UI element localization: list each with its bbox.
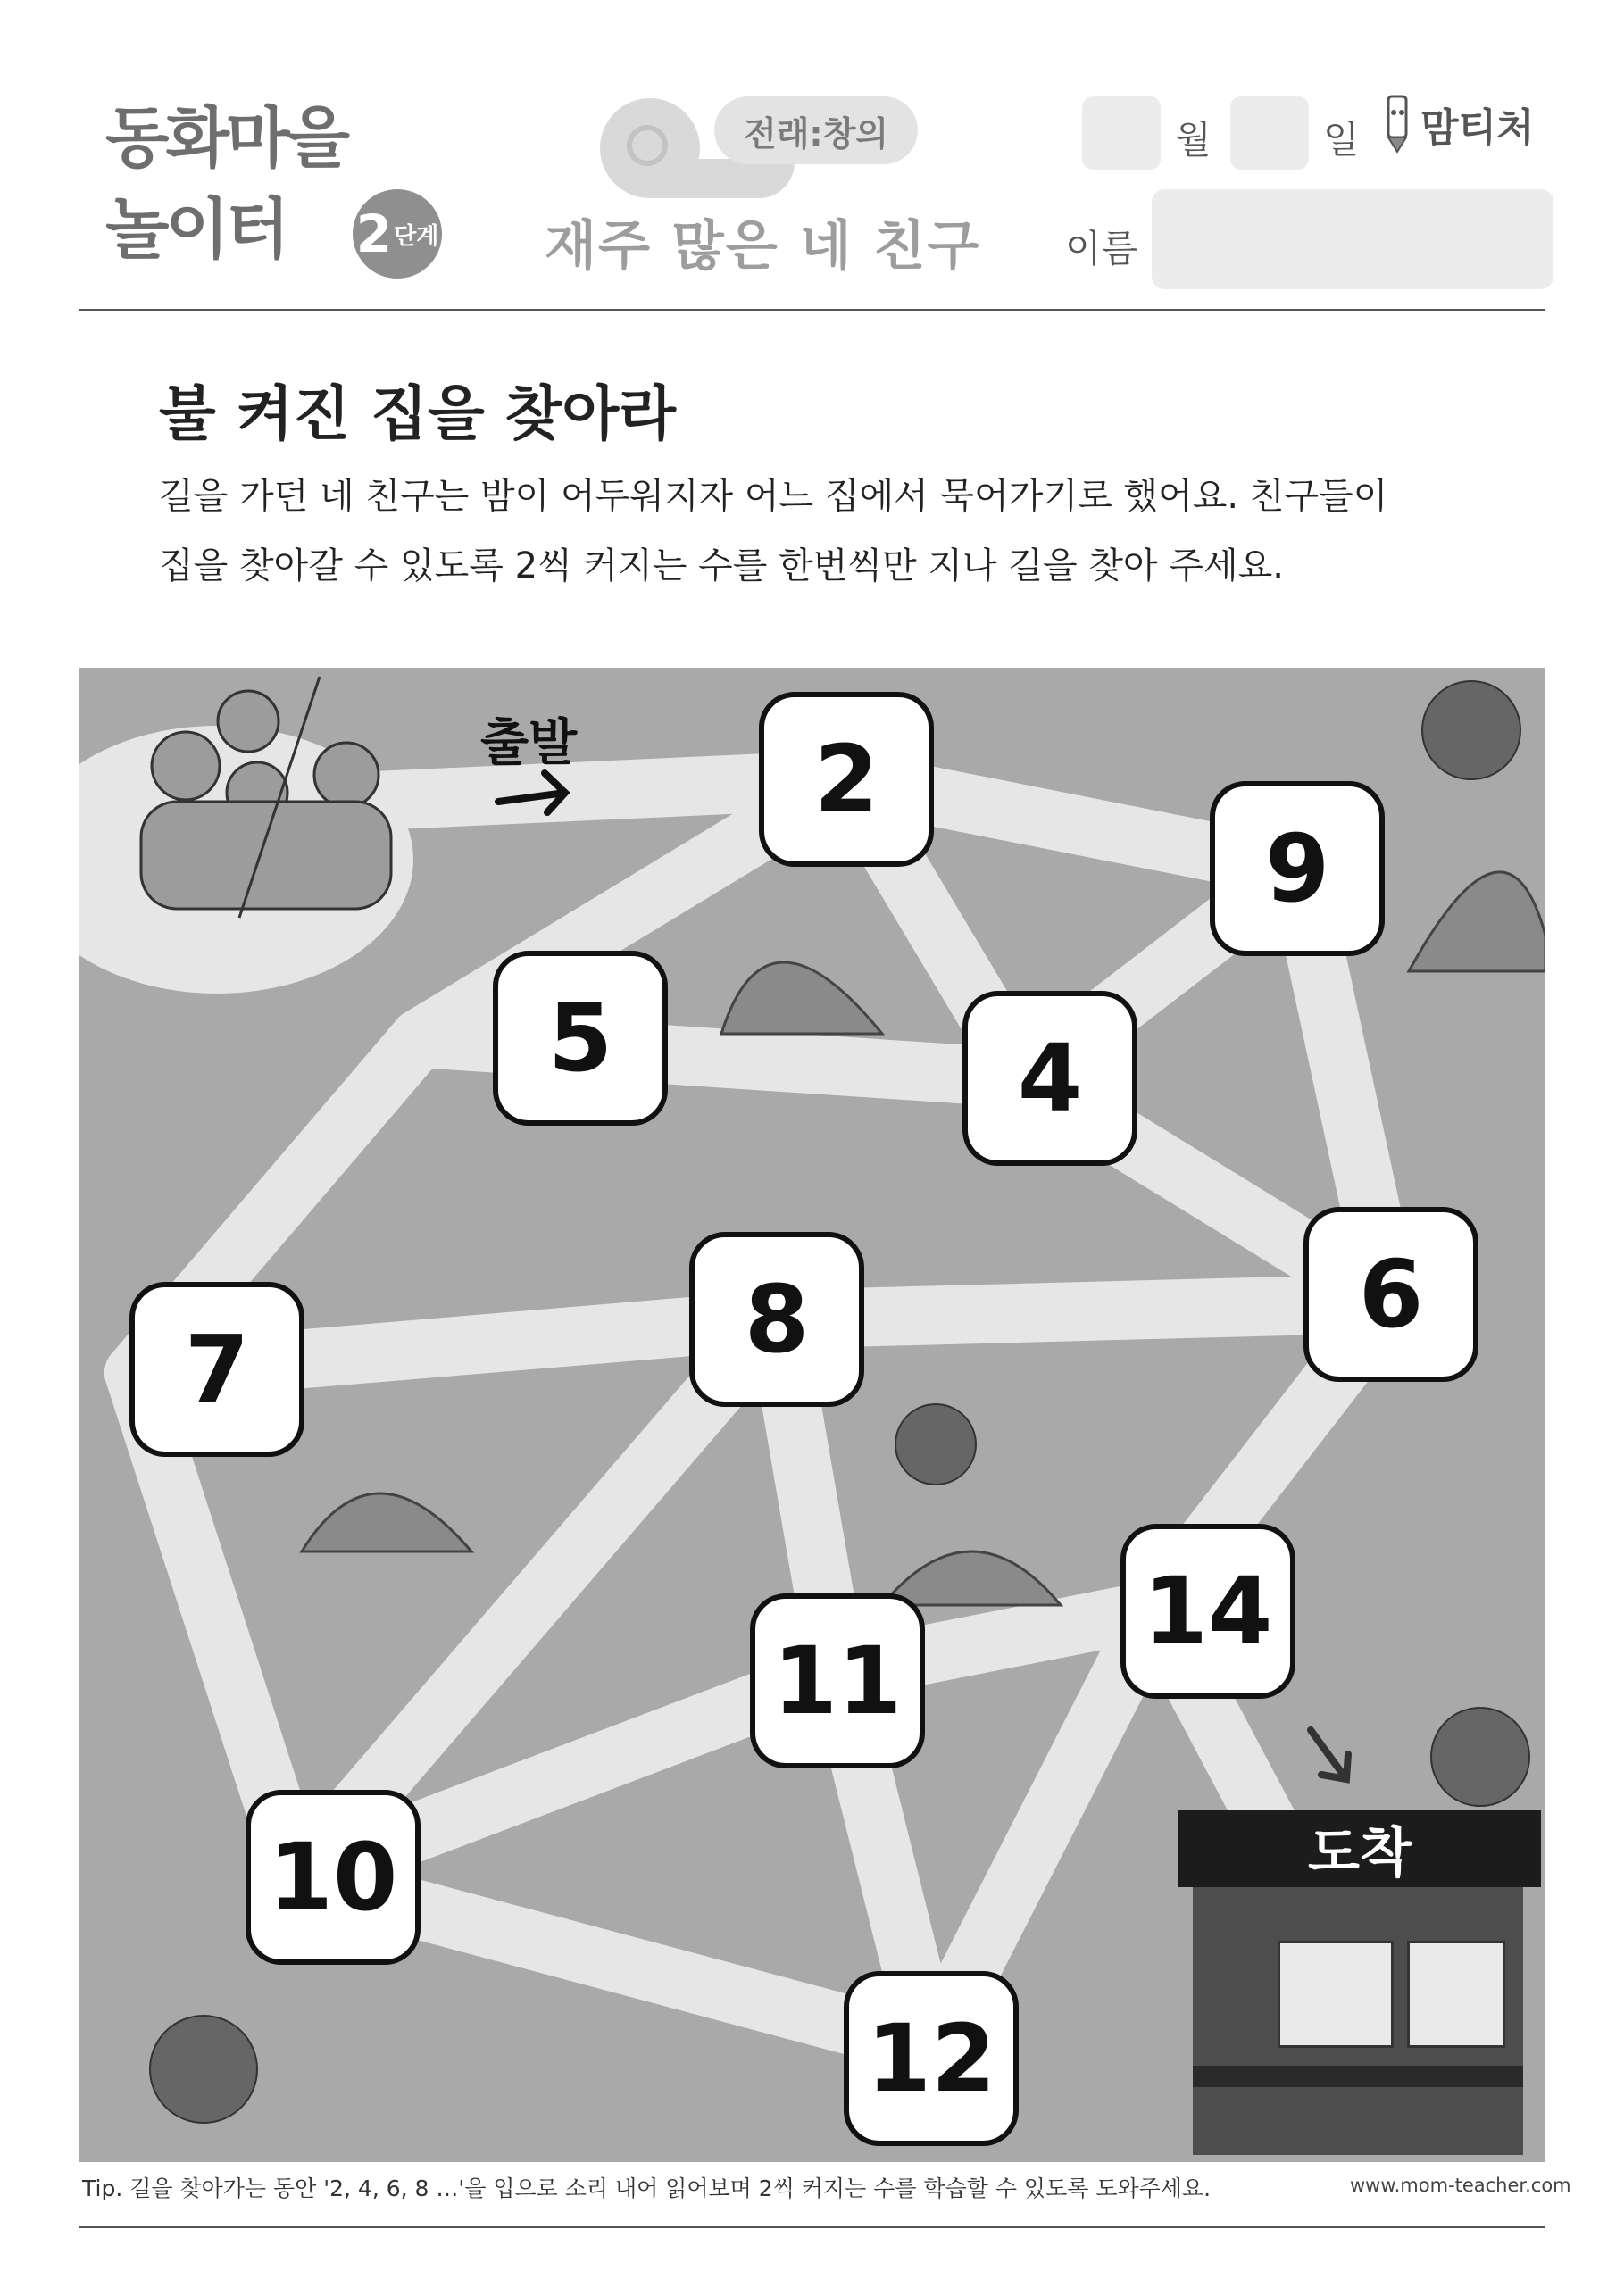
hill-decoration [721, 962, 882, 1034]
road-8-6 [777, 1303, 1391, 1319]
maze-node-4[interactable]: 4 [962, 991, 1137, 1166]
tree-decoration [895, 1404, 976, 1485]
pencil-icon [1379, 93, 1415, 155]
maze-node-6[interactable]: 6 [1303, 1207, 1478, 1382]
maze-node-10[interactable]: 10 [246, 1790, 421, 1965]
name-label: 이름 [1065, 227, 1138, 270]
house-window [1407, 1941, 1505, 2048]
level-unit: 단계 [394, 222, 439, 250]
house-window [1278, 1941, 1394, 2048]
instruction-line-2: 집을 찾아갈 수 있도록 2씩 커지는 수를 한번씩만 지나 길을 찾아 주세요. [159, 545, 1284, 586]
name-field[interactable] [1152, 189, 1553, 289]
day-field[interactable] [1230, 96, 1309, 170]
hill-decoration [1409, 872, 1545, 971]
website-link[interactable]: www.mom-teacher.com [1350, 2175, 1571, 2196]
day-label: 일 [1323, 118, 1360, 162]
subject-badge: 전래:창의 [714, 96, 918, 164]
hill-decoration [882, 1551, 1061, 1605]
tree-decoration [1422, 681, 1520, 779]
maze-node-12[interactable]: 12 [844, 1971, 1019, 2146]
tip-text: Tip. 길을 찾아가는 동안 '2, 4, 6, 8 …'을 입으로 소리 내어 읽어보며 2씩 커지는 수를 학습할 수 있도록 도와주세요. [82, 2175, 1212, 2201]
month-field[interactable] [1082, 96, 1161, 170]
tree-decoration [150, 2016, 257, 2123]
level-number: 2 [355, 204, 393, 264]
worksheet-title: 불 켜진 집을 찾아라 [159, 379, 676, 448]
level-badge [353, 189, 442, 279]
maze-node-9[interactable]: 9 [1210, 781, 1385, 956]
maze-node-8[interactable]: 8 [689, 1232, 864, 1407]
lesson-title: 재주 많은 네 친구 [545, 215, 981, 278]
snail-shell-icon [600, 98, 700, 198]
logo-title-line2: 놀이터 [105, 191, 287, 268]
maze-map [79, 668, 1545, 2162]
month-label: 월 [1175, 118, 1212, 162]
logo-title-line1: 동화마을 [105, 100, 346, 177]
four-friends-illustration [141, 677, 391, 918]
brand-logo [1379, 93, 1535, 155]
house-floor [1193, 2066, 1523, 2087]
brand-name: 맘티처 [1420, 105, 1535, 151]
hill-decoration [302, 1493, 471, 1551]
instruction-line-1: 길을 가던 네 친구는 밤이 어두워지자 어느 집에서 묵어가기로 했어요. 친구들이 [159, 476, 1388, 517]
house-illustration[interactable] [1193, 1887, 1523, 2155]
arrival-arrow-icon [1311, 1730, 1348, 1779]
tree-decoration [1431, 1708, 1529, 1806]
start-label: 출발 [480, 714, 578, 772]
header-divider [79, 309, 1545, 311]
maze-node-11[interactable]: 11 [750, 1593, 925, 1768]
maze-node-2[interactable]: 2 [759, 692, 934, 867]
maze-node-7[interactable]: 7 [129, 1282, 304, 1457]
arrival-label: 도착 [1178, 1810, 1541, 1887]
footer-divider [79, 2226, 1545, 2228]
maze-node-14[interactable]: 14 [1120, 1524, 1295, 1699]
maze-node-5[interactable]: 5 [493, 951, 668, 1126]
